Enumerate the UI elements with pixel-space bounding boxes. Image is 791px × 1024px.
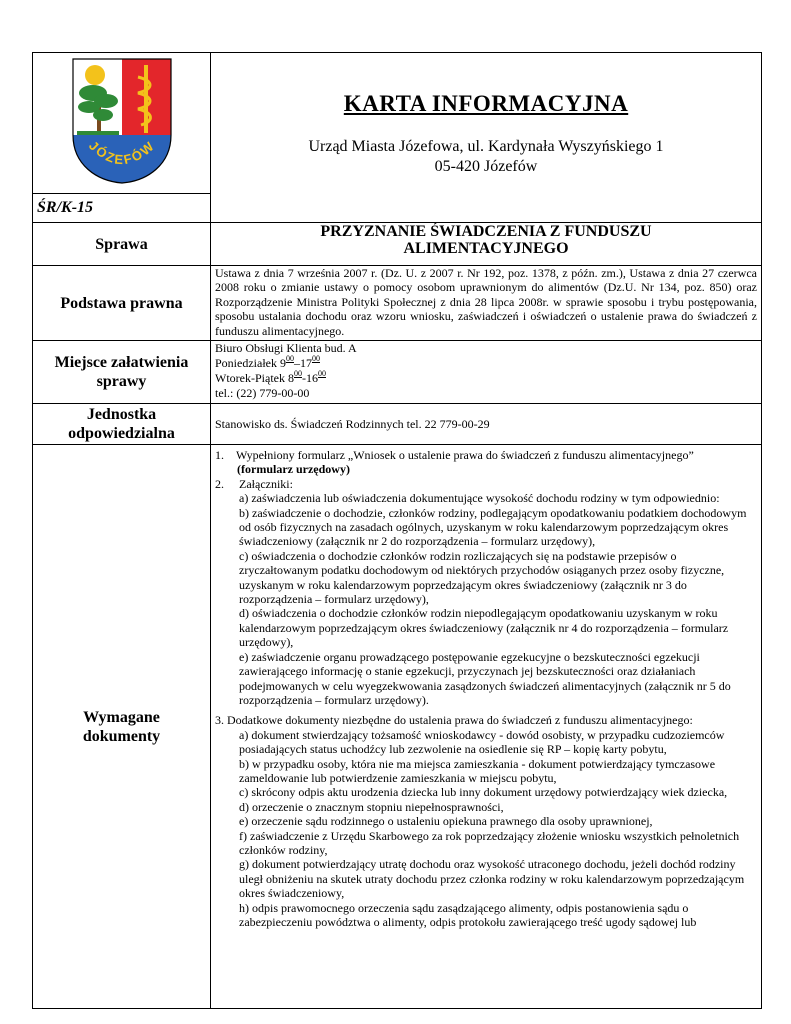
crest-text: JÓZEFÓW <box>85 137 158 167</box>
hours-monday-mid: –17 <box>293 356 312 370</box>
header-row <box>33 53 762 194</box>
row-wymagane <box>33 445 762 1009</box>
label-miejsce-line2: sprawy <box>96 373 147 390</box>
label-wymagane-line1: Wymagane <box>83 708 160 726</box>
doc-item-3g: g) dokument potwierdzający utratę dochodu oraz wysokość utraconego dochodu, jeżeli dochód rodziny uległ obniżeniu na skutek utraty dochodu przez członka rodziny w roku kalendarzowym poprzedzającym okres świadczeniowy, <box>239 857 745 901</box>
hours-tue-mid: -16 <box>301 371 318 385</box>
case-title-line1: PRZYZNANIE ŚWIADCZENIA Z FUNDUSZU <box>320 223 652 240</box>
hours-tue-sup2: 00 <box>317 369 326 378</box>
doc-item-1 <box>215 448 757 477</box>
doc-item-2c: c) oświadczenia o dochodzie członków rodzin rozliczających się na podstawie przepisów o zryczałtowanym podatku dochodowym od niektórych przychodów osiąganych przez osoby fizyczne, uzyskanym w roku kalendarzowym poprzedzającym okres świadczeniowy (załącznik nr 3 do rozporządzenia – formularz urzędowy), <box>239 548 725 607</box>
location-phone: tel.: (22) 779-00-00 <box>215 386 310 400</box>
doc-item-3c: c) skrócony odpis aktu urodzenia dziecka lub inny dokument urzędowy potwierdzający wiek dziecka, <box>239 785 728 800</box>
doc-item-1-num: 1. <box>215 448 224 462</box>
jozefow-coat-of-arms <box>71 57 173 185</box>
label-jednostka <box>33 404 211 445</box>
row-podstawa <box>33 266 762 341</box>
legal-basis-text: Ustawa z dnia 7 września 2007 r. (Dz. U. z 2007 r. Nr 192, poz. 1378, z późn. zm.), Ustawa z dnia 27 czerwca 2008 roku o zmianie ustawy o pomocy osobom uprawnionym do alimentów (Dz.U. Nr 134, poz. 850) oraz Rozporządzenie Ministra Polityki Społecznej z dnia 28 lipca 2008r. w sprawie sposobu i trybu postępowania, sposobu ustalania dochodu oraz wzoru wniosku, zaświadczeń i oświadczeń o ustalenie prawa do świadczeń z funduszu alimentacyjnego. <box>211 266 762 341</box>
hours-monday-prefix: Poniedziałek 9 <box>215 356 286 370</box>
office-address-line1: Urząd Miasta Józefowa, ul. Kardynała Wyszyńskiego 1 <box>308 138 664 155</box>
label-miejsce-line1: Miejsce załatwienia <box>54 354 189 371</box>
label-wymagane-line2: dokumenty <box>82 727 161 745</box>
doc-item-3b: b) w przypadku osoby, która nie ma miejsca zamieszkania - dokument potwierdzający tymczasowe zameldowanie lub potwierdzenie zamieszkania w miejscu pobytu, <box>239 756 716 785</box>
row-jednostka <box>33 404 762 445</box>
hours-tue-sup1: 00 <box>293 369 302 378</box>
doc-item-2b: b) zaświadczenie o dochodzie, członków rodziny, podlegającym opodatkowaniu podatkiem dochodowym od osób fizycznych na zasadach ogólnych, uzyskanym w roku kalendarzowym poprzedzającym okres świadczeniowy (załącznik nr 2 do rozporządzenia – formularz urzędowy), <box>239 505 747 549</box>
doc-item-2a: a) zaświadczenia lub oświadczenia dokumentujące wysokość dochodu rodziny w tym odpowiednio: <box>239 491 720 506</box>
row-miejsce <box>33 341 762 404</box>
document-code: ŚR/K-15 <box>33 194 211 223</box>
hours-monday-sup2: 00 <box>311 354 320 363</box>
doc-item-1-bold: (formularz urzędowy) <box>237 462 350 477</box>
doc-item-2d: d) oświadczenia o dochodzie członków rodzin niepodlegającym opodatkowaniu uzyskanym w roku kalendarzowym poprzedzającym okres świadczeniowy (załącznik nr 4 do rozporządzenia – formularz urzędowy), <box>239 606 729 650</box>
doc-item-3d: d) orzeczenie o znacznym stopniu niepełnosprawności, <box>239 799 504 814</box>
row-sprawa <box>33 223 762 266</box>
hours-tue-prefix: Wtorek-Piątek 8 <box>215 371 294 385</box>
responsible-unit: Stanowisko ds. Świadczeń Rodzinnych tel. 22 779-00-29 <box>211 404 762 445</box>
doc-item-3f: f) zaświadczenie z Urzędu Skarbowego za rok poprzedzający złożenie wniosku wszystkich pełnoletnich członków rodziny, <box>239 828 740 857</box>
crest-cell <box>33 53 211 194</box>
doc-item-2e: e) zaświadczenie organu prowadzącego postępowanie egzekucyjne o bezskuteczności egzekucji zawierającego informację o stanie egzekucji, przyczynach jej bezskuteczności oraz działaniach podejmowanych w celu wyegzekwowania zasądzonych świadczeń alimentacyjnych (załącznik nr 5 do rozporządzenia – formularz urzędowy). <box>239 649 731 707</box>
location-info <box>211 341 762 404</box>
doc-item-3h: h) odpis prawomocnego orzeczenia sądu zasądzającego alimenty, odpis postanowienia sądu o zabezpieczeniu powództwa o alimenty, odpis protokołu zawierającego treść ugody sądowej lub <box>239 900 697 929</box>
label-podstawa-prawna: Podstawa prawna <box>33 266 211 341</box>
label-jednostka-line2: odpowiedzialna <box>68 425 175 442</box>
location-office: Biuro Obsługi Klienta bud. A <box>215 341 357 355</box>
header-cell <box>211 53 762 223</box>
label-sprawa: Sprawa <box>33 223 211 266</box>
label-jednostka-line1: Jednostka <box>86 406 157 423</box>
doc-item-3: 3. Dodatkowe dokumenty niezbędne do ustalenia prawa do świadczeń z funduszu alimentacyjnego: <box>215 713 693 728</box>
page-title: KARTA INFORMACYJNA <box>343 91 629 116</box>
case-title-line2: ALIMENTACYJNEGO <box>403 240 569 257</box>
doc-item-1-text: Wypełniony formularz „Wniosek o ustalenie prawa do świadczeń z funduszu alimentacyjnego” <box>236 448 694 462</box>
doc-item-3a: a) dokument stwierdzający tożsamość wnioskodawcy - dowód osobisty, w przypadku cudzoziemców posiadających status uchodźcy lub zezwolenie na osiedlenie się RP – kopię karty pobytu, <box>239 727 725 757</box>
doc-item-2-text: Załączniki: <box>239 476 293 491</box>
doc-item-3e: e) orzeczenie sądu rodzinnego o ustaleniu opiekuna prawnego dla osoby uprawnionej, <box>239 814 653 829</box>
doc-item-2-num: 2. <box>215 476 224 491</box>
label-wymagane <box>33 445 211 1009</box>
office-address-line2: 05-420 Józefów <box>434 158 538 175</box>
hours-monday-sup1: 00 <box>285 354 294 363</box>
information-card-table <box>32 52 762 1009</box>
doc-item-2 <box>215 477 757 491</box>
label-miejsce <box>33 341 211 404</box>
required-documents <box>211 445 762 1009</box>
case-title <box>211 223 762 266</box>
hours-tue-fri <box>215 371 757 386</box>
